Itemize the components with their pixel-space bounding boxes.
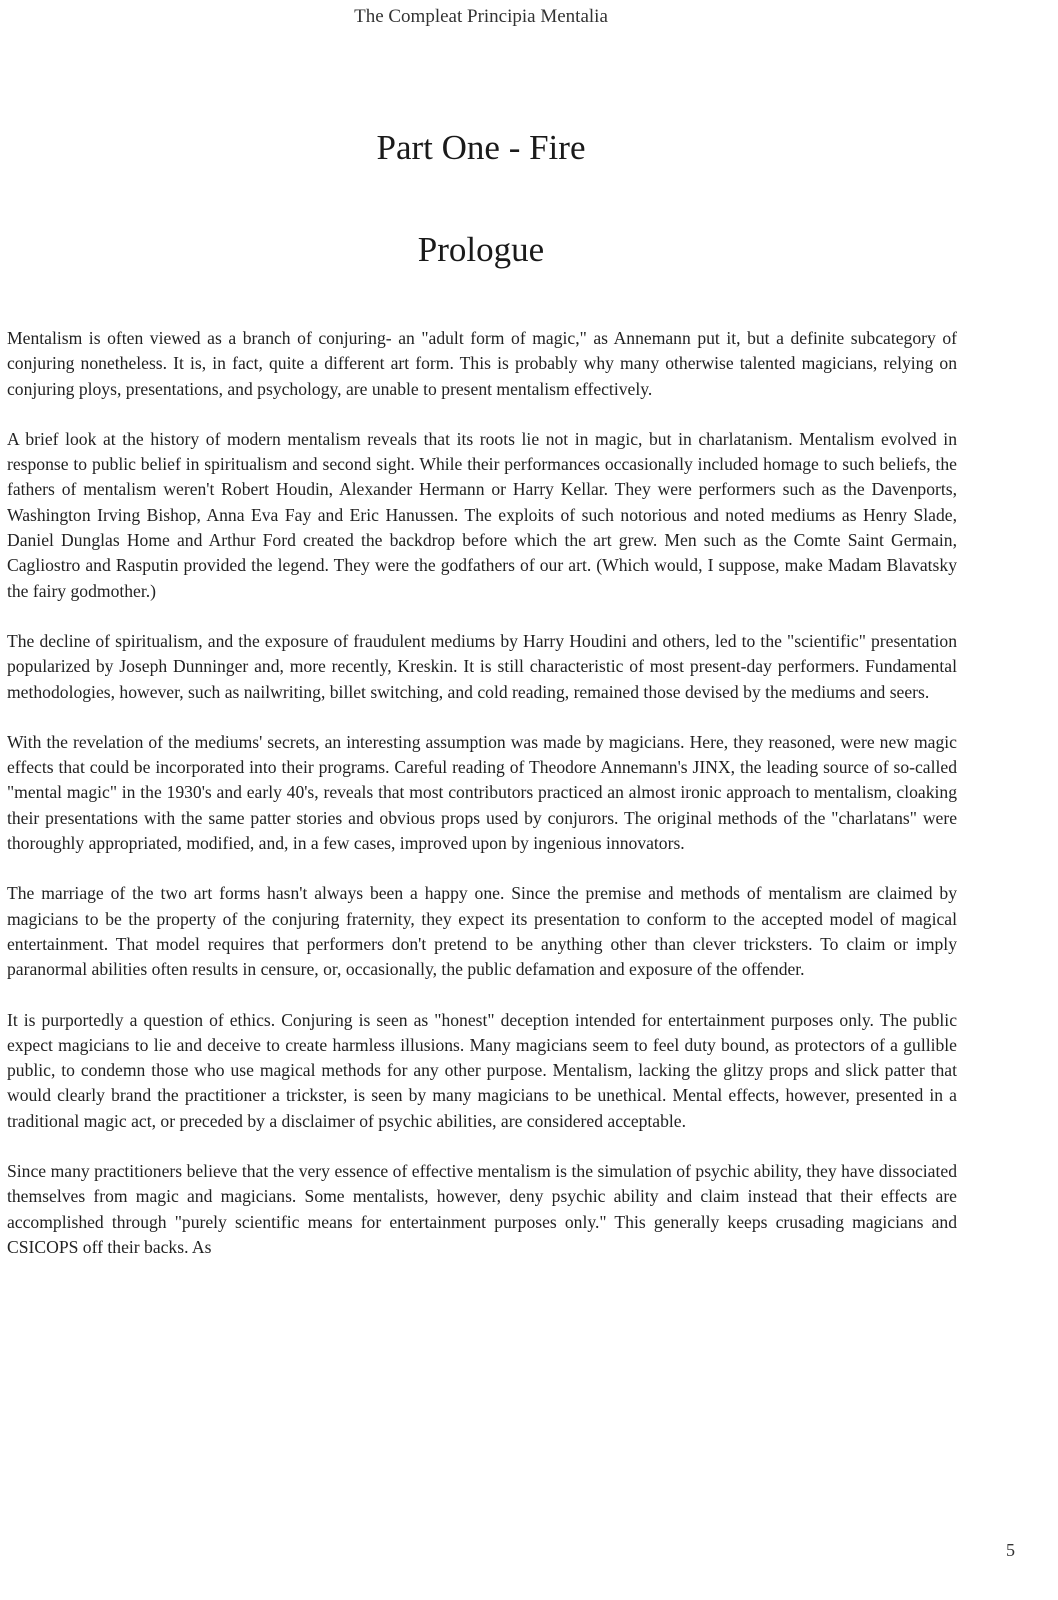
paragraph: Mentalism is often viewed as a branch of conjuring- an "adult form of magic," as Annemann put it, but a definite subcategory of conjuring nonetheless. It is, in fact, quite a different art form. This is probably why many otherwise talented magicians, relying on conjuring ploys, presentations, and psychology, are unable to present mentalism effectively. xyxy=(7,328,957,399)
paragraph: It is purportedly a question of ethics. Conjuring is seen as "honest" deception intended for entertainment purposes only. The public expect magicians to lie and deceive to create harmless illusions. Many magicians seem to feel duty bound, as protectors of a gullible public, to condemn those who use magical methods for any other purpose. Mentalism, lacking the glitzy props and slick patter that would clearly brand the practitioner a trickster, is seen by many magicians to be unethical. Mental effects, however, presented in a traditional magic act, or preceded by a disclaimer of psychic abilities, are considered acceptable. xyxy=(7,1009,957,1131)
body-text xyxy=(7,326,957,1285)
running-header: The Compleat Principia Mentalia xyxy=(354,6,608,27)
paragraph: With the revelation of the mediums' secrets, an interesting assumption was made by magicians. Here, they reasoned, were new magic effects that could be incorporated into their programs. Careful reading of Theodore Annemann's JINX, the leading source of so-called "mental magic" in the 1930's and early 40's, reveals that most contributors practiced an almost ironic approach to mentalism, cloaking their presentations with the same patter stories and obvious props used by conjurors. The original methods of the "charlatans" were thoroughly appropriated, modified, and, in a few cases, improved upon by ingenious innovators. xyxy=(7,731,957,854)
paragraph: Since many practitioners believe that the very essence of effective mentalism is the simulation of psychic ability, they have dissociated themselves from magic and magicians. Some mentalists, however, deny psychic ability and claim instead that their effects are accomplished through "purely scientific means for entertainment purposes only." This generally keeps crusading magicians and CSICOPS off their backs. As xyxy=(7,1161,957,1257)
page-number: 5 xyxy=(1006,1540,1015,1560)
paragraph: A brief look at the history of modern mentalism reveals that its roots lie not in magic, but in charlatanism. Mentalism evolved in response to public belief in spiritualism and second sight. While their performances occasionally included homage to such beliefs, the fathers of mentalism weren't Robert Houdin, Alexander Hermann or Harry Kellar. They were performers such as the Davenports, Washington Irving Bishop, Anna Eva Fay and Eric Hanussen. The exploits of such notorious and noted mediums as Henry Slade, Daniel Dunglas Home and Arthur Ford created the backdrop before which the art grew. Men such as the Comte Saint Germain, Cagliostro and Rasputin provided the legend. They were the godfathers of our art. (Which would, I suppose, make Madam Blavatsky the fairy godmother.) xyxy=(7,428,957,601)
paragraph: The decline of spiritualism, and the exposure of fraudulent mediums by Harry Houdini and others, led to the "scientific" presentation popularized by Joseph Dunninger and, more recently, Kreskin. It is still characteristic of most present-day performers. Fundamental methodologies, however, such as nailwriting, billet switching, and cold reading, remained those devised by the mediums and seers. xyxy=(7,630,957,702)
part-title: Part One - Fire xyxy=(376,128,586,167)
paragraph: The marriage of the two art forms hasn't always been a happy one. Since the premise and methods of mentalism are claimed by magicians to be the property of the conjuring fraternity, they expect its presentation to conform to the accepted model of magical entertainment. That model requires that performers don't pretend to be anything other than clever tricksters. To claim or imply paranormal abilities often results in censure, or, occasionally, the public defamation and exposure of the offender. xyxy=(7,883,957,980)
chapter-title: Prologue xyxy=(417,230,545,269)
